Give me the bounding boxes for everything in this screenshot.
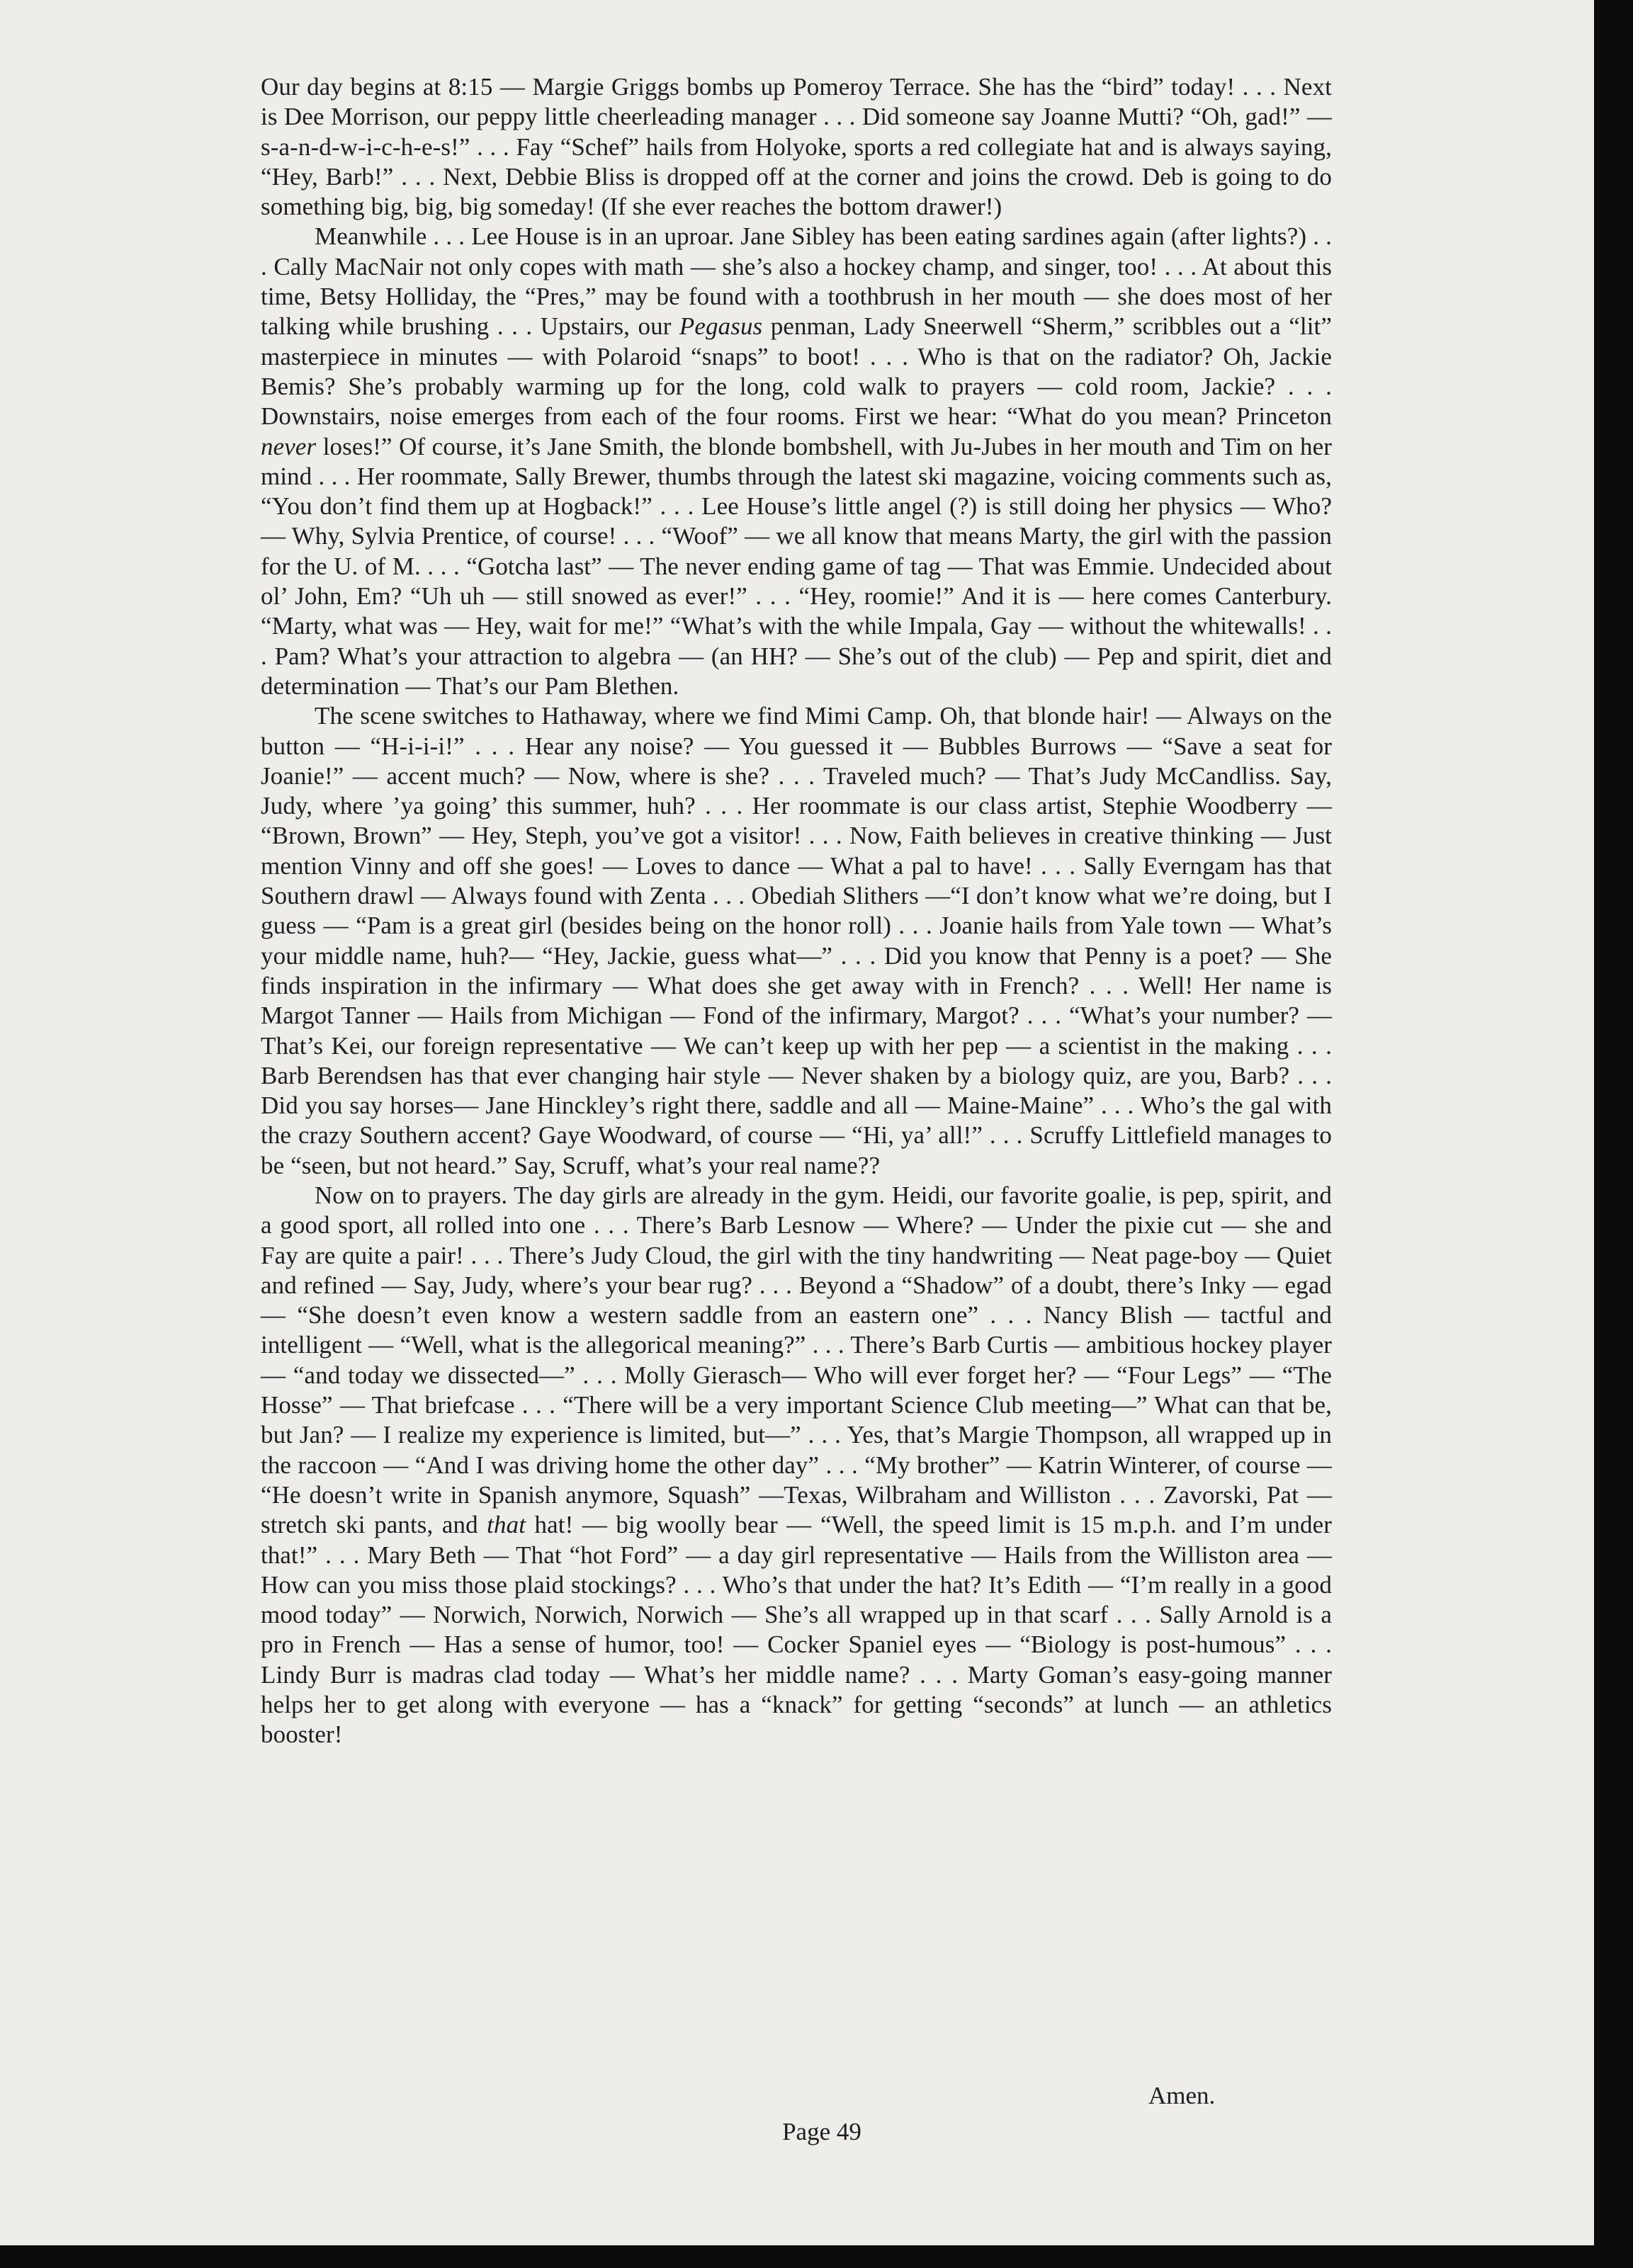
article-body <box>261 72 1332 1750</box>
page-number: Page 49 <box>782 2118 861 2145</box>
italic-word: Pegasus <box>679 312 763 341</box>
italic-word: that <box>487 1511 526 1539</box>
paragraph-text: Our day begins at 8:15 — Margie Griggs bombs up Pomeroy Terrace. She has the “bird” today! . . . Next is Dee Morrison, our peppy little cheerleading manager . . . Did someone say Joanne Mutti? “Oh, gad!” — s-a-n-d-w-i-c-h-e-s!” . . . Fay “Schef” hails from Holyoke, sports a red collegiate hat and is always saying, “Hey, Barb!” . . . Next, Debbie Bliss is dropped off at the corner and joins the crowd. Deb is going to do something big, big, big someday! (If she ever reaches the bottom drawer!) <box>261 73 1332 221</box>
closing-word: Amen. <box>1148 2082 1216 2109</box>
paragraph-text: penman, Lady Sneerwell “Sherm,” scribbles out a “lit” masterpiece in minutes — with Polaroid “snaps” to boot! . . . Who is that on the radiator? Oh, Jackie Bemis? She’s probably warming up for the long, cold walk to prayers — cold room, Jackie? . . . Downstairs, noise emerges from each of the four rooms. First we hear: “What do you mean? Princeton <box>261 312 1333 431</box>
scan-border-right <box>1594 0 1633 2268</box>
paragraph <box>261 222 1332 701</box>
paragraph <box>261 72 1332 222</box>
paragraph-text: The scene switches to Hathaway, where we find Mimi Camp. Oh, that blonde hair! — Always on the button — “H-i-i-i!” . . . Hear any noise? — You guessed it — Bubbles Burrows — “Save a seat for Joanie!” — accent much? — Now, where is she? . . . Traveled much? — That’s Judy McCandliss. Say, Judy, where ’ya going’ this summer, huh? . . . Her roommate is our class artist, Stephie Woodberry — “Brown, Brown” — Hey, Steph, you’ve got a visitor! . . . Now, Faith believes in creative thinking — Just mention Vinny and off she goes! — Loves to dance — What a pal to have! . . . Sally Everngam has that Southern drawl — Always found with Zenta . . . Obediah Slithers —“I don’t know what we’re doing, but I guess — “Pam is a great girl (besides being on the honor roll) . . . Joanie hails from Yale town — What’s your middle name, huh?— “Hey, Jackie, guess what—” . . . Did you know that Penny is a poet? — She finds inspiration in the infirmary — What does she get away with in French? . . . Well! Her name is Margot Tanner — Hails from Michigan — Fond of the infirmary, Margot? . . . “What’s your number? — That’s Kei, our foreign representative — We can’t keep up with her pep — a scientist in the making . . . Barb Berendsen has that ever changing hair style — Never shaken by a biology quiz, are you, Barb? . . . Did you say horses— Jane Hinckley’s right there, saddle and all — Maine-Maine” . . . Who’s the gal with the crazy Southern accent? Gaye Woodward, of course — “Hi, ya’ all!” . . . Scruffy Littlefield manages to be “seen, but not heard.” Say, Scruff, what’s your real name?? <box>261 702 1332 1179</box>
paragraph <box>261 701 1332 1181</box>
paragraph-text: Now on to prayers. The day girls are already in the gym. Heidi, our favorite goalie, is pep, spirit, and a good sport, all rolled into one . . . There’s Barb Lesnow — Where? — Under the pixie cut — she and Fay are quite a pair! . . . There’s Judy Cloud, the girl with the tiny handwriting — Neat page-boy — Quiet and refined — Say, Judy, where’s your bear rug? . . . Beyond a “Shadow” of a doubt, there’s Inky — egad — “She doesn’t even know a western saddle from an eastern one” . . . Nancy Blish — tactful and intelligent — “Well, what is the allegorical meaning?” . . . There’s Barb Curtis — ambitious hockey player — “and today we dissected—” . . . Molly Gierasch— Who will ever forget her? — “Four Legs” — “The Hosse” — That briefcase . . . “There will be a very important Science Club meeting—” What can that be, but Jan? — I realize my experience is limited, but—” . . . Yes, that’s Margie Thompson, all wrapped up in the raccoon — “And I was driving home the other day” . . . “My brother” — Katrin Winterer, of course — “He doesn’t write in Spanish anymore, Squash” —Texas, Wilbraham and Williston . . . Zavorski, Pat — stretch ski pants, and <box>261 1181 1332 1539</box>
paragraph-text: loses!” Of course, it’s Jane Smith, the blonde bombshell, with Ju-Jubes in her mouth and Tim on her mind . . . Her roommate, Sally Brewer, thumbs through the latest ski magazine, voicing comments such as, “You don’t find them up at Hogback!” . . . Lee House’s little angel (?) is still doing her physics — Who? — Why, Sylvia Prentice, of course! . . . “Woof” — we all know that means Marty, the girl with the passion for the U. of M. . . . “Gotcha last” — The never ending game of tag — That was Emmie. Undecided about ol’ John, Em? “Uh uh — still snowed as ever!” . . . “Hey, roomie!” And it is — here comes Canterbury. “Marty, what was — Hey, wait for me!” “What’s with the while Impala, Gay — without the whitewalls! . . . Pam? What’s your attraction to algebra — (an HH? — She’s out of the club) — Pep and spirit, diet and determination — That’s our Pam Blethen. <box>261 432 1332 700</box>
italic-word: never <box>261 432 317 460</box>
paragraph <box>261 1181 1332 1750</box>
paragraph-text: Meanwhile . . . Lee House is in an uproar. Jane Sibley has been eating sardines again (after lights?) . . . Cally MacNair not only copes with math — she’s also a hockey champ, and singer, too! . . . At about this time, Betsy Holliday, the “Pres,” may be found with a toothbrush in her mouth — she does most of her talking while brushing . . . Upstairs, our <box>261 222 1332 341</box>
scan-border-bottom <box>0 2245 1633 2268</box>
paragraph-text: hat! — big woolly bear — “Well, the speed limit is 15 m.p.h. and I’m under that!” . . . Mary Beth — That “hot Ford” — a day girl representative — Hails from the Williston area — How can you miss those plaid stockings? . . . Who’s that under the hat? It’s Edith — “I’m really in a good mood today” — Norwich, Norwich, Norwich — She’s all wrapped up in that scarf . . . Sally Arnold is a pro in French — Has a sense of humor, too! — Cocker Spaniel eyes — “Biology is post-humous” . . . Lindy Burr is madras clad today — What’s her middle name? . . . Marty Goman’s easy-going manner helps her to get along with everyone — has a “knack” for getting “seconds” at lunch — an athletics booster! <box>261 1511 1333 1749</box>
